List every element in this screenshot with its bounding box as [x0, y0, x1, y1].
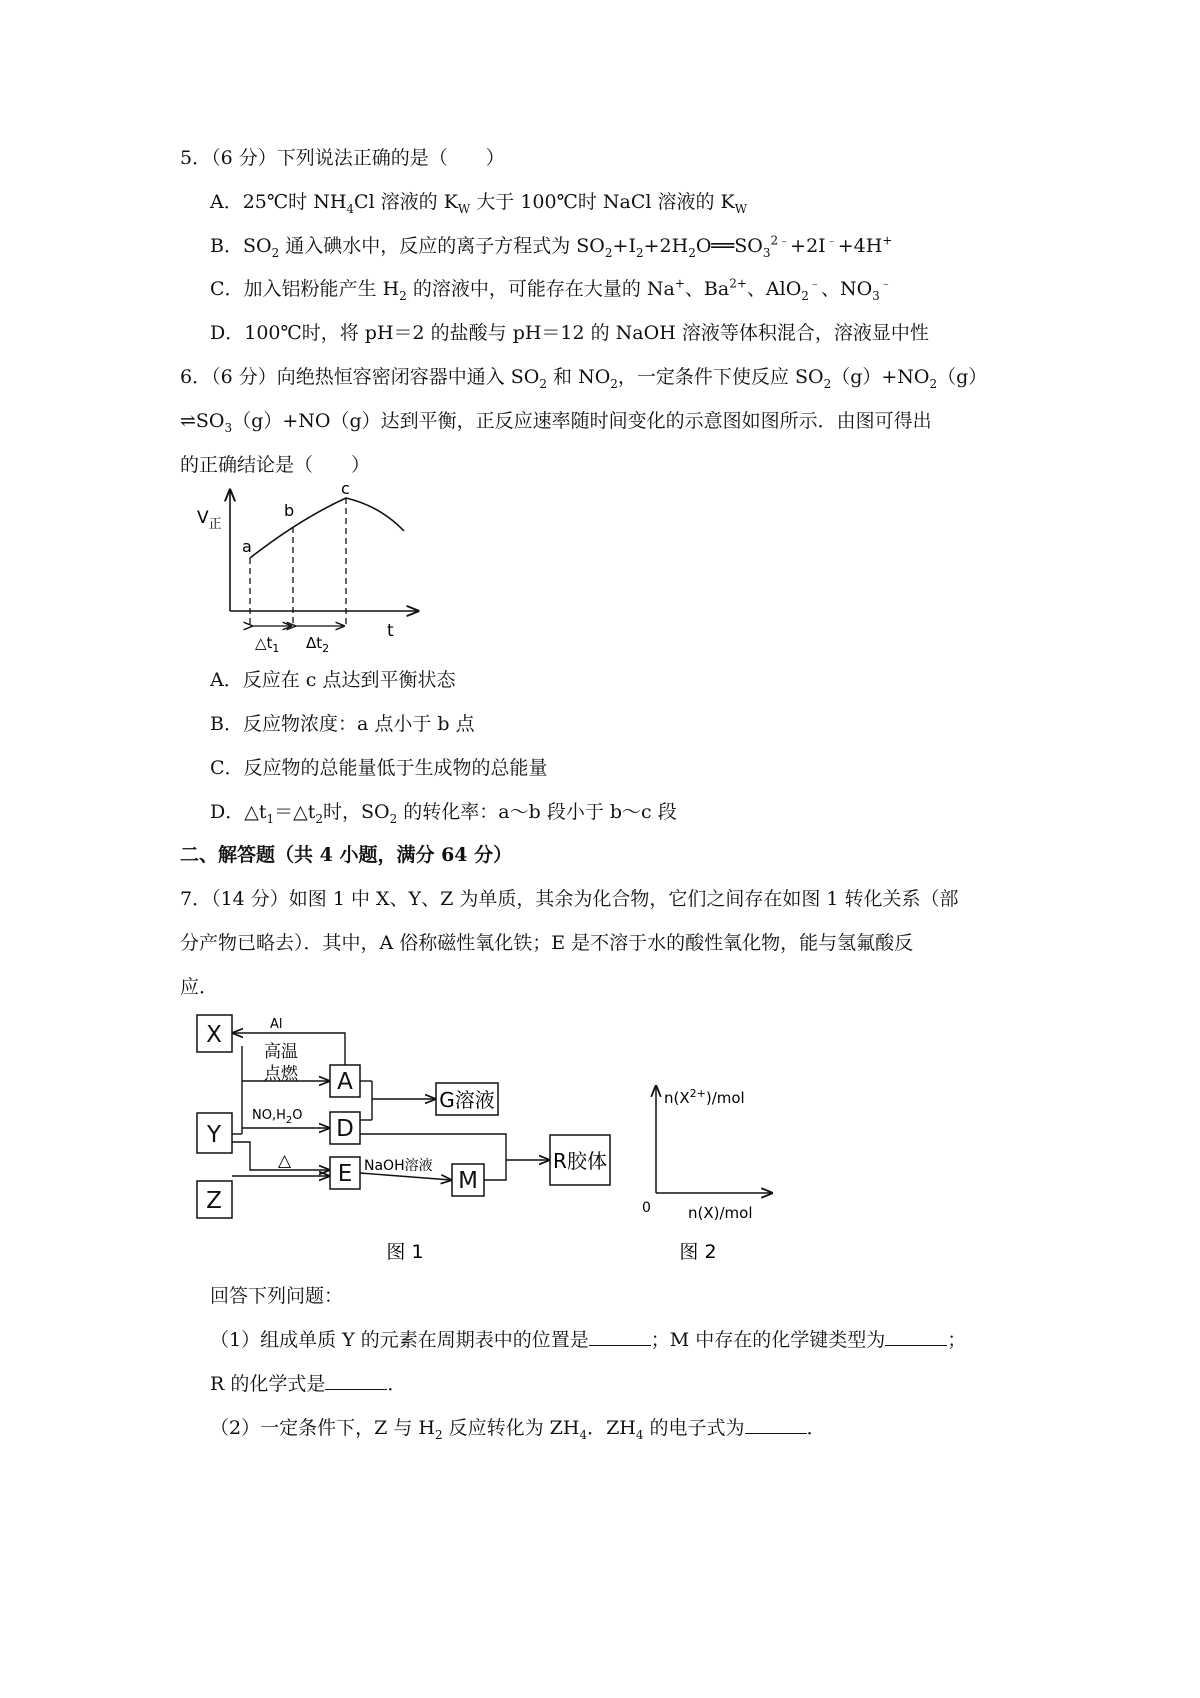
q6-option-b: B．反应物浓度：a 点小于 b 点: [210, 713, 475, 735]
q7-part1-line1: （1）组成单质 Y 的元素在周期表中的位置是 ；M 中存在的化学键类型为 ；: [210, 1329, 967, 1351]
point-label-b: b: [284, 501, 295, 520]
label-y: Y: [206, 1122, 222, 1148]
fig2-y-label: $n(X^{2+})$/mol: [664, 1087, 745, 1107]
label-no-h2o: $NO,H_2O$: [252, 1108, 303, 1126]
q6-rate-time-graph: [190, 480, 430, 660]
fig2-origin: 0: [642, 1200, 651, 1216]
fig2-x-label: n(X)/mol: [688, 1204, 753, 1222]
q6-option-c: C．反应物的总能量低于生成物的总能量: [210, 757, 548, 779]
y-axis-label: $V_正$: [197, 508, 222, 532]
q7-figure-2: [635, 1080, 815, 1275]
label-m: M: [458, 1168, 478, 1194]
q5-option-a: A．25℃时 $NH_4Cl$ 溶液的 $K_W$ 大于 100℃时 NaCl 溶液的 $K_W$: [210, 191, 748, 216]
q7-stem-line1: 7．（14 分）如图 1 中 X、Y、Z 为单质，其余为化合物，它们之间存在如图 1 转化关系（部: [180, 888, 959, 910]
q6-option-a: A．反应在 c 点达到平衡状态: [210, 669, 456, 691]
answer-blank-2[interactable]: [885, 1327, 947, 1346]
e-to-m: [360, 1173, 451, 1180]
answer-blank-4[interactable]: [745, 1415, 807, 1434]
answer-blank-3[interactable]: [325, 1371, 387, 1390]
rate-curve: [250, 498, 404, 558]
point-label-a: a: [242, 537, 252, 556]
q6-stem-line1: 6．（6 分）向绝热恒容密闭容器中通入 $SO_2$ 和 $NO_2$，一定条件下使反应 $SO_2(g)+NO_2(g)$: [180, 366, 988, 391]
q7-answer-intro: 回答下列问题：: [210, 1285, 344, 1307]
label-ignite: 点燃: [264, 1064, 298, 1084]
q7-part1-line2: R 的化学式是 ．: [210, 1373, 407, 1395]
q7-stem-line2: 分产物已略去）．其中，A 俗称磁性氧化铁；E 是不溶于水的酸性氧化物，能与氢氟酸反: [180, 932, 914, 954]
label-z: Z: [206, 1188, 222, 1214]
x-axis-label: t: [387, 621, 394, 641]
label-g: G溶液: [439, 1088, 495, 1112]
q7-part2: （2）一定条件下，Z 与 $H_2$ 反应转化为 $ZH_4$．$ZH_4$ 的电子式为 ．: [210, 1417, 826, 1442]
label-a: A: [337, 1069, 353, 1095]
label-x: X: [206, 1022, 222, 1048]
m-to-r: [484, 1160, 506, 1180]
dt2-label: $\Delta t_2$: [306, 634, 330, 655]
q5-option-b: B．$SO_2$ 通入碘水中，反应的离子方程式为 $SO_2+I_2+2H_2O══SO_3^{2﹣}+2I^﹣+4H^+$: [210, 233, 893, 260]
q5-option-c: C．加入铝粉能产生 $H_2$ 的溶液中，可能存在大量的 Na+、$Ba^{2+}$、AlO$_2$﹣、$NO_3^﹣$: [210, 276, 892, 303]
dt1-label: $\triangle t_1$: [255, 634, 280, 655]
q7-stem-line3: 应．: [180, 976, 219, 998]
q6-stem-line3: 的正确结论是（ ）: [180, 454, 371, 476]
label-high-temp: 高温: [264, 1042, 298, 1062]
q7-figure-1: [190, 1010, 620, 1275]
d-to-r: [360, 1134, 506, 1160]
fig1-caption: 图 1: [386, 1241, 424, 1263]
q5-option-d: D．100℃时，将 pH＝2 的盐酸与 pH＝12 的 NaOH 溶液等体积混合，溶液显中性: [210, 322, 929, 344]
fig2-caption: 图 2: [679, 1241, 717, 1263]
section-heading: 二、解答题（共 4 小题，满分 64 分）: [180, 844, 513, 866]
label-e: E: [337, 1161, 353, 1187]
q5-stem: 5．（6 分）下列说法正确的是（ ）: [180, 147, 505, 169]
label-heat: △: [278, 1151, 292, 1171]
q6-option-d: D．$\triangle t_1=\triangle t_2$时，$SO_2$ 的转化率：a～b 段小于 b～c 段: [210, 801, 677, 826]
answer-blank-1[interactable]: [589, 1327, 651, 1346]
label-naoh: NaOH溶液: [364, 1158, 433, 1174]
point-label-c: c: [341, 480, 350, 498]
q6-stem-line2: $\rightleftharpoons SO_3(g)+NO(g)$达到平衡，正反应速率随时间变化的示意图如图所示．由图可得出: [180, 410, 932, 435]
label-r: R胶体: [553, 1149, 607, 1173]
label-al: Al: [270, 1017, 283, 1032]
label-d: D: [336, 1116, 354, 1142]
